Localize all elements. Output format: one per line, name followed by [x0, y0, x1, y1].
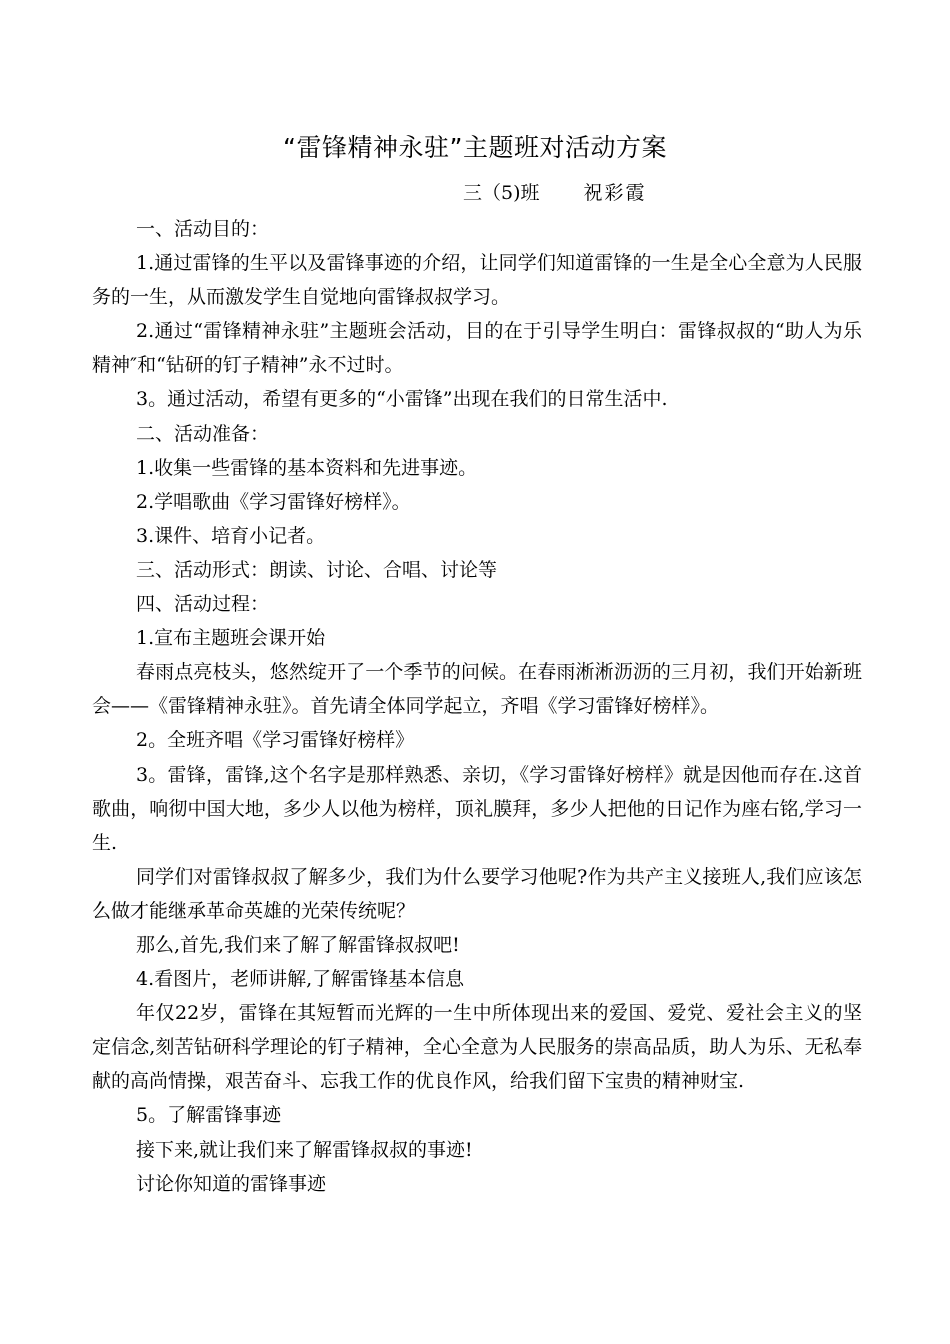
paragraph: 1.宣布主题班会课开始 [136, 627, 326, 650]
paragraph: 年仅22岁，雷锋在其短暂而光辉的一生中所体现出来的爱国、爱党、爱社会主义的坚定信念,刻苦钻研科学理论的钉子精神，全心全意为人民服务的崇高品质，助人为乐、无私奉献的高尚情操，艰苦奋斗、忘我工作的优良作风，给我们留下宝贵的精神财宝. [92, 1002, 862, 1093]
paragraph: 1.通过雷锋的生平以及雷锋事迹的介绍，让同学们知道雷锋的一生是全心全意为人民服务的一生，从而激发学生自觉地向雷锋叔叔学习。 [92, 252, 862, 309]
paragraph: 2。全班齐唱《学习雷锋好榜样》 [136, 729, 415, 752]
paragraph: 4.看图片，老师讲解,了解雷锋基本信息 [136, 968, 465, 991]
paragraph: 5。了解雷锋事迹 [136, 1104, 282, 1127]
paragraph: 1.收集一些雷锋的基本资料和先进事迹。 [136, 456, 478, 479]
class-name: 三（5)班 [463, 182, 540, 204]
paragraph: 同学们对雷锋叔叔了解多少，我们为什么要学习他呢?作为共产主义接班人,我们应该怎么做才能继承革命英雄的光荣传统呢？ [92, 865, 862, 922]
paragraph: 2.学唱歌曲《学习雷锋好榜样》。 [136, 490, 411, 513]
section-heading-process: 四、活动过程： [136, 593, 270, 616]
section-heading-purpose: 一、活动目的： [136, 218, 270, 240]
paragraph: 3。通过活动，希望有更多的“小雷锋”出现在我们的日常生活中. [136, 388, 668, 411]
paragraph: 那么,首先,我们来了解了解雷锋叔叔吧! [136, 933, 460, 956]
section-heading-format: 三、活动形式：朗读、讨论、合唱、讨论等 [136, 558, 498, 581]
section-heading-preparation: 二、活动准备： [136, 422, 270, 445]
paragraph: 春雨点亮枝头，悠然绽开了一个季节的问候。在春雨淅淅沥沥的三月初，我们开始新班会——《雷锋精神永驻》。首先请全体同学起立，齐唱《学习雷锋好榜样》。 [92, 661, 862, 718]
paragraph: 3.课件、培育小记者。 [136, 524, 326, 547]
document-title: “雷锋精神永驻”主题班对活动方案 [283, 133, 667, 162]
author-name: 祝彩霞 [583, 182, 647, 204]
paragraph: 2.通过“雷锋精神永驻”主题班会活动，目的在于引导学生明白：雷锋叔叔的“助人为乐精神″和“钻研的钉子精神”永不过时。 [92, 320, 862, 377]
paragraph: 讨论你知道的雷锋事迹 [136, 1172, 327, 1195]
paragraph: 3。雷锋，雷锋,这个名字是那样熟悉、亲切，《学习雷锋好榜样》就是因他而存在.这首歌曲，响彻中国大地，多少人以他为榜样，顶礼膜拜，多少人把他的日记作为座右铭,学习一生. [92, 763, 862, 854]
paragraph: 接下来,就让我们来了解雷锋叔叔的事迹! [136, 1138, 473, 1161]
document-body [92, 212, 862, 1201]
byline [463, 177, 647, 209]
